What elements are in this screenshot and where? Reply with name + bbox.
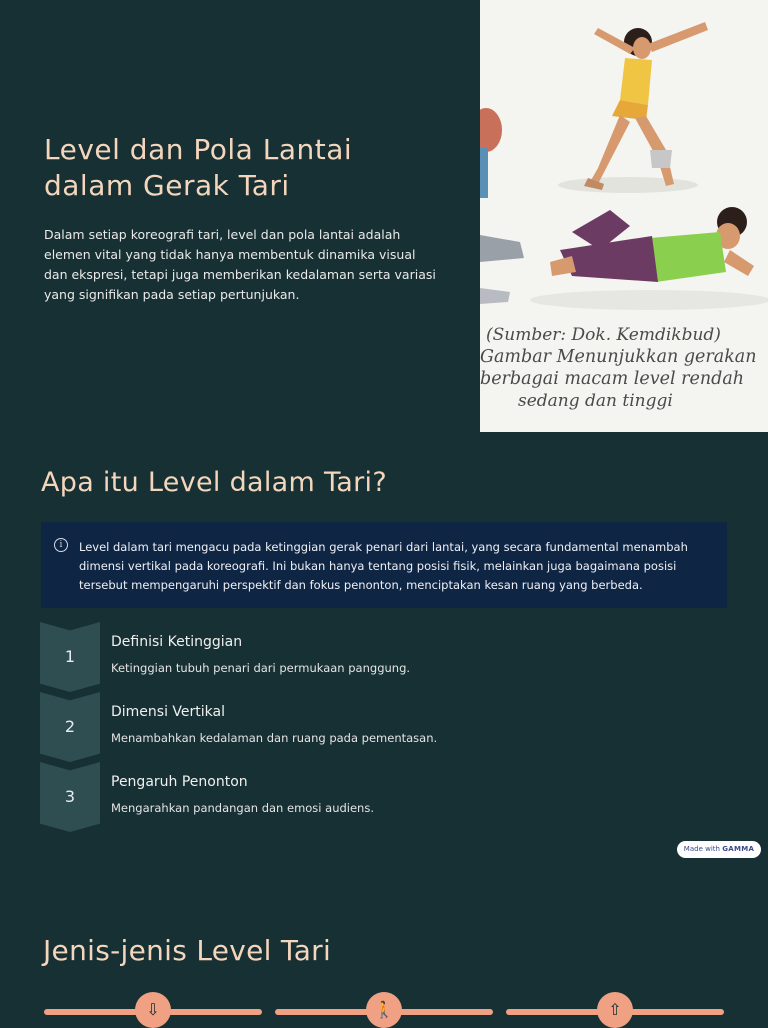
person-standing-icon: 🚶 (366, 992, 402, 1028)
badge-prefix: Made with (683, 845, 720, 853)
made-with-gamma-badge[interactable] (677, 841, 761, 858)
caption-source: (Sumber: Dok. Kemdikbud) (486, 325, 721, 345)
caption-line-3: sedang dan tinggi (518, 391, 673, 411)
hero-title: Level dan Pola Lantai dalam Gerak Tari (44, 133, 353, 202)
badge-brand: GAMMA (722, 845, 755, 853)
hero-dance-illustration (480, 0, 768, 432)
step-description: Ketinggian tubuh penari dari permukaan panggung. (111, 661, 411, 675)
step-description: Mengarahkan pandangan dan emosi audiens. (111, 801, 374, 815)
step-number: 3 (64, 787, 76, 806)
step-description: Menambahkan kedalaman dan ruang pada pementasan. (111, 731, 438, 745)
step-title: Definisi Ketinggian (111, 634, 243, 650)
info-callout (41, 522, 727, 608)
callout-text: Level dalam tari mengacu pada ketinggian gerak penari dari lantai, yang secara fundamental menambah dimensi vertikal pada koreografi. Ini bukan hanya tentang posisi fisik, melainkan juga bagaimana posisi tersebut mempengaruhi perspektif dan fokus penonton, menciptakan kesan ruang yang berbeda. (79, 540, 688, 592)
hero-description: Dalam setiap koreografi tari, level dan pola lantai adalah elemen vital yang tidak hanya membentuk dinamika visual dan ekspresi, tetapi juga memberikan kedalaman serta variasi yang signifikan pada setiap pertunjukan. (44, 227, 436, 302)
caption-line-2: berbagai macam level rendah (480, 369, 745, 389)
step-title: Pengaruh Penonton (111, 774, 248, 790)
step-item (40, 692, 700, 762)
level-steps (40, 622, 700, 832)
info-icon: i (54, 538, 68, 552)
arrow-up-icon: ⇧ (597, 992, 633, 1028)
caption-line-1: Gambar Menunjukkan gerakan (480, 347, 757, 367)
section-title-level: Apa itu Level dalam Tari? (41, 467, 387, 498)
step-item (40, 762, 700, 832)
step-number: 2 (64, 717, 76, 736)
step-number: 1 (64, 647, 76, 666)
arrow-down-icon: ⇩ (135, 992, 171, 1028)
step-title: Dimensi Vertikal (111, 704, 225, 720)
step-item (40, 622, 700, 692)
section-title-types: Jenis-jenis Level Tari (43, 934, 332, 967)
